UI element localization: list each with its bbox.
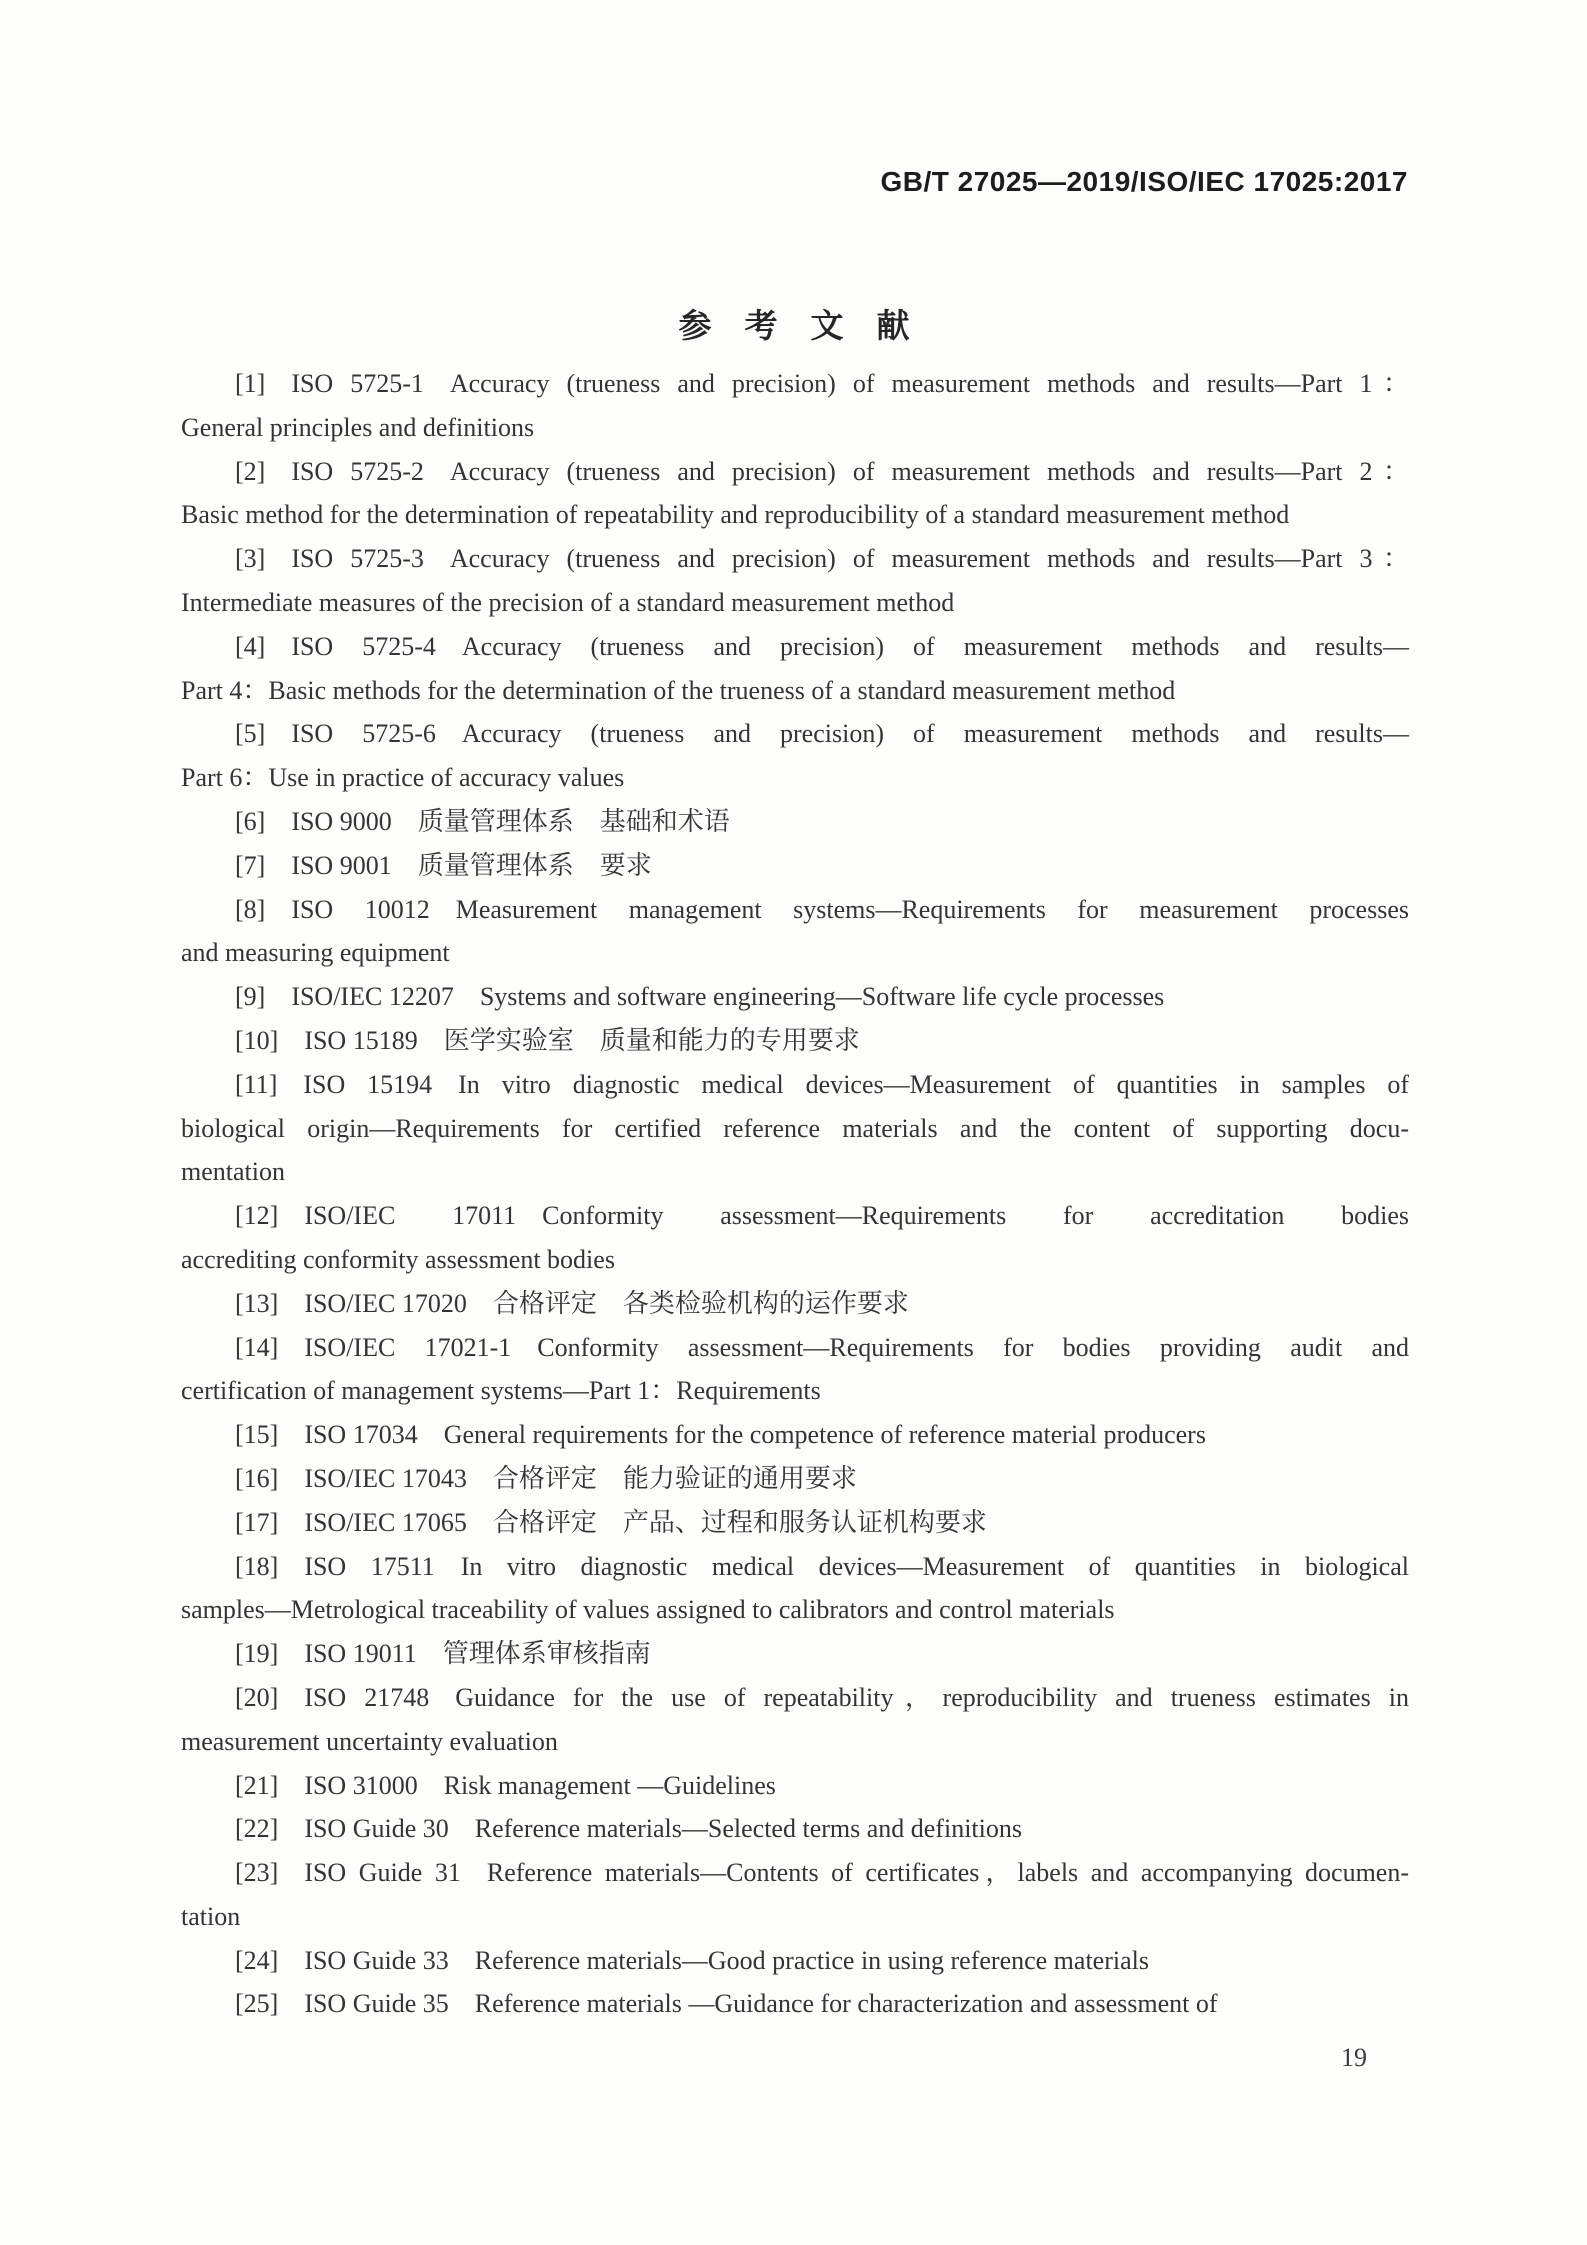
reference-line: Intermediate measures of the precision of a standard measurement method bbox=[181, 587, 955, 617]
references-list bbox=[181, 362, 1409, 2026]
reference-line: Basic method for the determination of repeatability and reproducibility of a standard measurement method bbox=[181, 500, 1290, 530]
reference-line: [14] ISO/IEC 17021-1 Conformity assessment—Requirements for bodies providing audit and bbox=[235, 1332, 1409, 1362]
reference-line: certification of management systems—Part 1：Requirements bbox=[181, 1376, 821, 1406]
reference-line: [8] ISO 10012 Measurement management systems—Requirements for measurement processes bbox=[235, 894, 1409, 924]
reference-line: [25] ISO Guide 35 Reference materials —Guidance for characterization and assessment of bbox=[235, 1989, 1218, 2019]
reference-line: [7] ISO 9001 质量管理体系 要求 bbox=[235, 850, 652, 880]
reference-line: [3] ISO 5725-3 Accuracy (trueness and precision) of measurement methods and results—Part 3： bbox=[235, 544, 1409, 574]
reference-line: [22] ISO Guide 30 Reference materials—Selected terms and definitions bbox=[235, 1814, 1022, 1844]
standard-number-header: GB/T 27025—2019/ISO/IEC 17025:2017 bbox=[880, 166, 1408, 197]
reference-line: [15] ISO 17034 General requirements for the competence of reference material producers bbox=[235, 1420, 1206, 1450]
reference-line: [1] ISO 5725-1 Accuracy (trueness and precision) of measurement methods and results—Part 1： bbox=[235, 369, 1409, 398]
reference-line: [17] ISO/IEC 17065 合格评定 产品、过程和服务认证机构要求 bbox=[235, 1507, 987, 1537]
reference-line: [20] ISO 21748 Guidance for the use of repeatability，reproducibility and trueness estimates in bbox=[235, 1682, 1409, 1712]
reference-line: [6] ISO 9000 质量管理体系 基础和术语 bbox=[235, 806, 730, 836]
reference-line: samples—Metrological traceability of values assigned to calibrators and control materials bbox=[181, 1595, 1115, 1625]
reference-line: accrediting conformity assessment bodies bbox=[181, 1244, 615, 1274]
reference-line: [2] ISO 5725-2 Accuracy (trueness and precision) of measurement methods and results—Part 2： bbox=[235, 456, 1409, 486]
page-title: 参 考 文 献 bbox=[678, 309, 910, 345]
reference-line: [4] ISO 5725-4 Accuracy (trueness and precision) of measurement methods and results— bbox=[235, 631, 1409, 661]
reference-line: tation bbox=[181, 1901, 241, 1931]
reference-line: [21] ISO 31000 Risk management —Guidelines bbox=[235, 1770, 776, 1800]
reference-line: [10] ISO 15189 医学实验室 质量和能力的专用要求 bbox=[235, 1025, 860, 1055]
reference-line: [24] ISO Guide 33 Reference materials—Good practice in using reference materials bbox=[235, 1945, 1149, 1975]
reference-line: and measuring equipment bbox=[181, 938, 450, 968]
reference-line: measurement uncertainty evaluation bbox=[181, 1726, 558, 1756]
reference-line: biological origin—Requirements for certified reference materials and the content of supporting docu- bbox=[181, 1113, 1409, 1143]
reference-line: [18] ISO 17511 In vitro diagnostic medical devices—Measurement of quantities in biological bbox=[235, 1551, 1409, 1581]
page-number: 19 bbox=[1341, 2043, 1367, 2072]
reference-line: [5] ISO 5725-6 Accuracy (trueness and precision) of measurement methods and results— bbox=[235, 719, 1409, 749]
reference-line: Part 4：Basic methods for the determination of the trueness of a standard measurement method bbox=[181, 675, 1176, 705]
reference-line: [12] ISO/IEC 17011 Conformity assessment—Requirements for accreditation bodies bbox=[235, 1201, 1409, 1231]
reference-line: [23] ISO Guide 31 Reference materials—Contents of certificates，labels and accompanying documen- bbox=[235, 1858, 1409, 1888]
reference-line: [11] ISO 15194 In vitro diagnostic medical devices—Measurement of quantities in samples of bbox=[235, 1069, 1409, 1099]
reference-line: [9] ISO/IEC 12207 Systems and software engineering—Software life cycle processes bbox=[235, 982, 1165, 1012]
reference-line: [13] ISO/IEC 17020 合格评定 各类检验机构的运作要求 bbox=[235, 1288, 909, 1318]
reference-line: [16] ISO/IEC 17043 合格评定 能力验证的通用要求 bbox=[235, 1463, 857, 1493]
reference-line: Part 6：Use in practice of accuracy values bbox=[181, 763, 625, 793]
reference-line: General principles and definitions bbox=[181, 412, 535, 442]
reference-line: [19] ISO 19011 管理体系审核指南 bbox=[235, 1639, 651, 1669]
reference-line: mentation bbox=[181, 1157, 285, 1187]
